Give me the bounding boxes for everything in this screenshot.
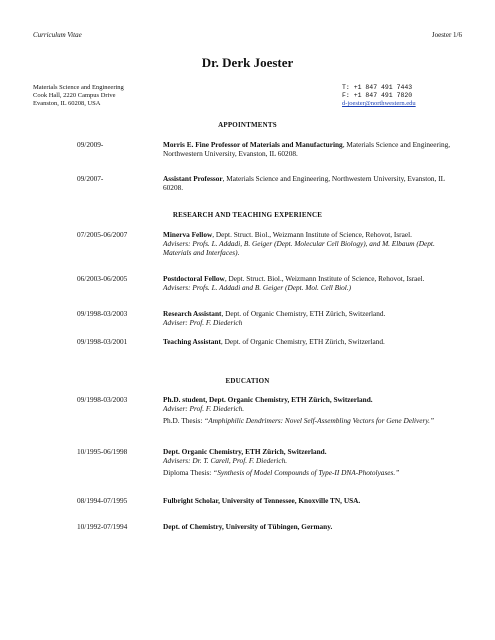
thesis-line [163, 468, 463, 477]
entry-title: Fulbright Scholar, University of Tennessee, Knoxville TN, USA. [163, 496, 361, 505]
entry-date: 08/1994-07/1995 [77, 496, 128, 505]
section-title-education: EDUCATION [225, 377, 270, 385]
entry-title: Postdoctoral Fellow [163, 274, 225, 283]
entry-advisers: Advisers: Profs. L. Addadi, B. Geiger (Dept. Molecular Cell Biology), and M. Elbaum (Dept. Materials and Interfaces). [163, 239, 435, 257]
entry-detail: , Dept. Struct. Biol., Weizmann Institute of Science, Rehovot, Israel. [224, 274, 425, 283]
entry-date: 09/2007- [77, 174, 104, 183]
phone-number: T: +1 847 491 7443 [342, 84, 413, 91]
thesis-line [163, 416, 463, 425]
entry-body [163, 447, 463, 477]
entry-date: 09/1998-03/2003 [77, 395, 128, 404]
entry-body [163, 274, 463, 292]
entry-detail: , Dept. of Organic Chemistry, ETH Zürich, Switzerland. [221, 309, 386, 318]
entry-title: Teaching Assistant [163, 337, 221, 346]
entry-title: Minerva Fellow [163, 230, 213, 239]
entry-date: 10/1992-07/1994 [77, 522, 128, 531]
entry-date: 09/2009- [77, 140, 104, 149]
entry-advisers: Advisers: Dr. T. Carell, Prof. F. Diederich. [163, 456, 288, 465]
entry-title: Ph.D. student, Dept. Organic Chemistry, ETH Zürich, Switzerland. [163, 395, 373, 404]
entry-advisers: Adviser: Prof. F. Diederich. [163, 404, 245, 413]
thesis-title: “Synthesis of Model Compounds of Type-II DNA-Photolyases.” [213, 468, 400, 477]
fax-number: F: +1 847 491 7820 [342, 92, 413, 99]
entry-title: Assistant Professor [163, 174, 223, 183]
entry-date: 06/2003-06/2005 [77, 274, 128, 283]
header-page-number: Joester 1/6 [431, 31, 462, 39]
entry-detail: , Materials Science and Engineering, Northwestern University, Evanston, IL 60208. [163, 174, 445, 192]
thesis-label: Ph.D. Thesis: [163, 416, 205, 425]
entry-body [163, 522, 463, 531]
entry-body [163, 140, 463, 158]
entry-body [163, 337, 463, 346]
thesis-label: Diploma Thesis: [163, 468, 214, 477]
person-name: Dr. Derk Joester [201, 55, 294, 70]
entry-date: 10/1995-06/1998 [77, 447, 128, 456]
entry-body [163, 395, 463, 425]
entry-date: 07/2005-06/2007 [77, 230, 128, 239]
entry-title: Dept. Organic Chemistry, ETH Zürich, Switzerland. [163, 447, 327, 456]
thesis-title: “Amphiphilic Dendrimers: Novel Self-Assembling Vectors for Gene Delivery.” [204, 416, 435, 425]
entry-body [163, 309, 463, 327]
entry-body [163, 230, 463, 257]
entry-title: Dept. of Chemistry, University of Tübingen, Germany. [163, 522, 333, 531]
email-link[interactable]: d-joester@northwestern.edu [342, 100, 416, 107]
contact-block [342, 84, 416, 108]
entry-advisers: Adviser: Prof. F. Diederich [163, 318, 243, 327]
address-block [33, 84, 124, 108]
address-line: Materials Science and Engineering [33, 84, 124, 91]
section-title-research: RESEARCH AND TEACHING EXPERIENCE [172, 211, 323, 219]
entry-detail: , Dept. of Organic Chemistry, ETH Zürich, Switzerland. [220, 337, 385, 346]
entry-title: Research Assistant [163, 309, 222, 318]
address-line: Evanston, IL 60208, USA [33, 100, 101, 107]
entry-body [163, 496, 463, 505]
entry-date: 09/1998-03/2003 [77, 309, 128, 318]
entry-body [163, 174, 463, 192]
entry-date: 09/1998-03/2001 [77, 337, 128, 346]
header-doc-title: Curriculum Vitae [33, 31, 82, 39]
address-line: Cook Hall, 2220 Campus Drive [33, 92, 116, 99]
entry-detail: , Materials Science and Engineering, Northwestern University, Evanston, IL 60208. [163, 140, 451, 158]
entry-detail: , Dept. Struct. Biol., Weizmann Institute of Science, Rehovot, Israel. [212, 230, 412, 239]
entry-advisers: Advisers: Profs. L. Addadi and B. Geiger (Dept. Mol. Cell Biol.) [163, 283, 352, 292]
entry-title: Morris E. Fine Professor of Materials and Manufacturing [163, 140, 343, 149]
section-title-appointments: APPOINTMENTS [218, 121, 277, 129]
